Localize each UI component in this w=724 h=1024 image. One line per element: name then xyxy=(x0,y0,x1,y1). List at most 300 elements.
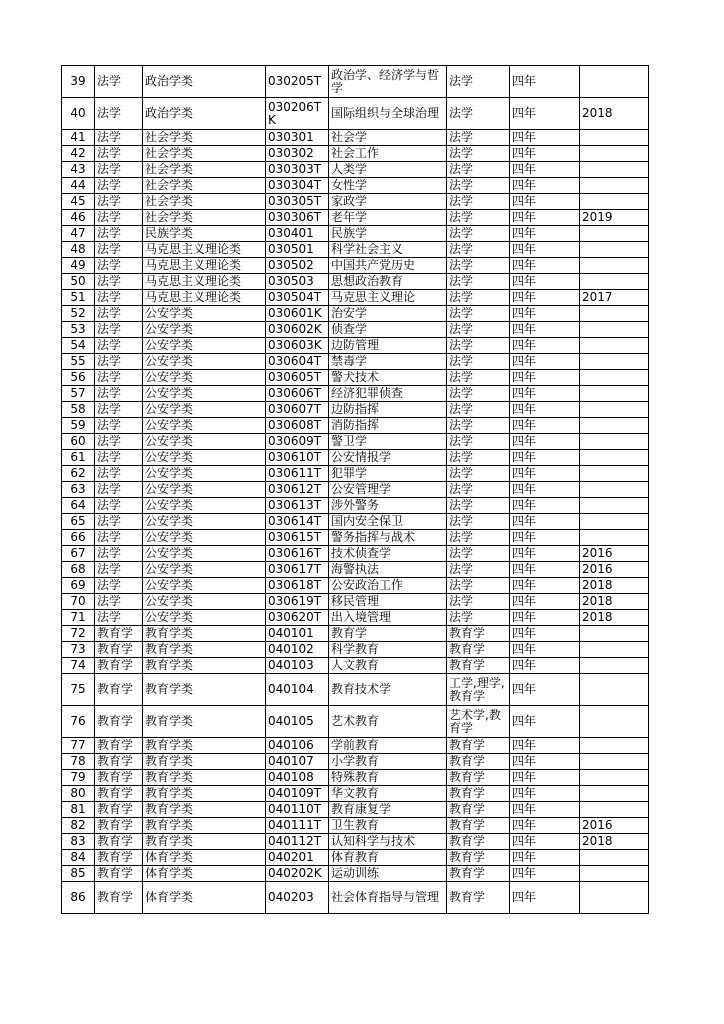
subject-category-cell: 社会学类 xyxy=(143,194,266,210)
major-code-cell: 030305T xyxy=(266,194,329,210)
table-row xyxy=(62,418,649,434)
degree-cell: 艺术学,教育学 xyxy=(447,706,510,738)
major-name-cell: 特殊教育 xyxy=(329,770,447,786)
degree-cell: 法学 xyxy=(447,194,510,210)
duration-cell: 四年 xyxy=(510,242,580,258)
duration-cell: 四年 xyxy=(510,258,580,274)
major-code-cell: 030617T xyxy=(266,562,329,578)
duration-cell: 四年 xyxy=(510,130,580,146)
row-number-cell: 56 xyxy=(62,370,95,386)
duration-cell: 四年 xyxy=(510,386,580,402)
duration-cell: 四年 xyxy=(510,66,580,98)
duration-cell: 四年 xyxy=(510,514,580,530)
row-number-cell: 61 xyxy=(62,450,95,466)
year-added-cell xyxy=(580,498,649,514)
subject-category-cell: 公安学类 xyxy=(143,482,266,498)
degree-cell: 教育学 xyxy=(447,866,510,882)
year-added-cell xyxy=(580,226,649,242)
table-row xyxy=(62,98,649,130)
major-name-cell: 警卫学 xyxy=(329,434,447,450)
discipline-cell: 法学 xyxy=(95,370,143,386)
major-name-cell: 社会工作 xyxy=(329,146,447,162)
major-name-cell: 运动训练 xyxy=(329,866,447,882)
discipline-cell: 法学 xyxy=(95,418,143,434)
major-code-cell: 040112T xyxy=(266,834,329,850)
discipline-cell: 法学 xyxy=(95,354,143,370)
table-row xyxy=(62,242,649,258)
row-number-cell: 68 xyxy=(62,562,95,578)
subject-category-cell: 公安学类 xyxy=(143,466,266,482)
degree-cell: 法学 xyxy=(447,370,510,386)
degree-cell: 法学 xyxy=(447,434,510,450)
major-name-cell: 边防管理 xyxy=(329,338,447,354)
discipline-cell: 教育学 xyxy=(95,850,143,866)
duration-cell: 四年 xyxy=(510,786,580,802)
row-number-cell: 52 xyxy=(62,306,95,322)
major-code-cell: 030601K xyxy=(266,306,329,322)
discipline-cell: 法学 xyxy=(95,530,143,546)
discipline-cell: 教育学 xyxy=(95,658,143,674)
major-name-cell: 警务指挥与战术 xyxy=(329,530,447,546)
row-number-cell: 84 xyxy=(62,850,95,866)
degree-cell: 法学 xyxy=(447,594,510,610)
row-number-cell: 65 xyxy=(62,514,95,530)
row-number-cell: 67 xyxy=(62,546,95,562)
subject-category-cell: 公安学类 xyxy=(143,594,266,610)
row-number-cell: 82 xyxy=(62,818,95,834)
major-code-cell: 030301 xyxy=(266,130,329,146)
major-code-cell: 040203 xyxy=(266,882,329,914)
degree-cell: 法学 xyxy=(447,130,510,146)
table-row xyxy=(62,450,649,466)
discipline-cell: 教育学 xyxy=(95,754,143,770)
year-added-cell: 2016 xyxy=(580,546,649,562)
row-number-cell: 66 xyxy=(62,530,95,546)
subject-category-cell: 教育学类 xyxy=(143,658,266,674)
major-name-cell: 教育技术学 xyxy=(329,674,447,706)
year-added-cell xyxy=(580,258,649,274)
duration-cell: 四年 xyxy=(510,770,580,786)
table-row xyxy=(62,274,649,290)
year-added-cell xyxy=(580,706,649,738)
duration-cell: 四年 xyxy=(510,642,580,658)
degree-cell: 法学 xyxy=(447,178,510,194)
year-added-cell xyxy=(580,402,649,418)
year-added-cell xyxy=(580,354,649,370)
major-code-cell: 030613T xyxy=(266,498,329,514)
subject-category-cell: 公安学类 xyxy=(143,306,266,322)
major-code-cell: 030604T xyxy=(266,354,329,370)
subject-category-cell: 公安学类 xyxy=(143,514,266,530)
discipline-cell: 法学 xyxy=(95,562,143,578)
discipline-cell: 教育学 xyxy=(95,642,143,658)
discipline-cell: 教育学 xyxy=(95,786,143,802)
major-code-cell: 040202K xyxy=(266,866,329,882)
duration-cell: 四年 xyxy=(510,370,580,386)
major-code-cell: 030615T xyxy=(266,530,329,546)
table-row xyxy=(62,354,649,370)
major-name-cell: 经济犯罪侦查 xyxy=(329,386,447,402)
discipline-cell: 法学 xyxy=(95,290,143,306)
row-number-cell: 77 xyxy=(62,738,95,754)
discipline-cell: 教育学 xyxy=(95,882,143,914)
major-name-cell: 小学教育 xyxy=(329,754,447,770)
major-name-cell: 犯罪学 xyxy=(329,466,447,482)
table-row xyxy=(62,850,649,866)
major-code-cell: 030401 xyxy=(266,226,329,242)
table-row xyxy=(62,754,649,770)
year-added-cell xyxy=(580,786,649,802)
table-row xyxy=(62,290,649,306)
discipline-cell: 法学 xyxy=(95,210,143,226)
year-added-cell: 2018 xyxy=(580,610,649,626)
subject-category-cell: 公安学类 xyxy=(143,578,266,594)
subject-category-cell: 体育学类 xyxy=(143,866,266,882)
major-name-cell: 政治学、经济学与哲学 xyxy=(329,66,447,98)
duration-cell: 四年 xyxy=(510,434,580,450)
major-code-cell: 030605T xyxy=(266,370,329,386)
row-number-cell: 79 xyxy=(62,770,95,786)
degree-cell: 法学 xyxy=(447,66,510,98)
row-number-cell: 53 xyxy=(62,322,95,338)
row-number-cell: 60 xyxy=(62,434,95,450)
row-number-cell: 59 xyxy=(62,418,95,434)
table-row xyxy=(62,818,649,834)
degree-cell: 法学 xyxy=(447,146,510,162)
row-number-cell: 70 xyxy=(62,594,95,610)
duration-cell: 四年 xyxy=(510,290,580,306)
year-added-cell xyxy=(580,338,649,354)
discipline-cell: 法学 xyxy=(95,338,143,354)
major-code-cell: 040106 xyxy=(266,738,329,754)
row-number-cell: 43 xyxy=(62,162,95,178)
duration-cell: 四年 xyxy=(510,562,580,578)
major-name-cell: 科学社会主义 xyxy=(329,242,447,258)
discipline-cell: 法学 xyxy=(95,194,143,210)
degree-cell: 教育学 xyxy=(447,786,510,802)
degree-cell: 教育学 xyxy=(447,626,510,642)
duration-cell: 四年 xyxy=(510,322,580,338)
row-number-cell: 55 xyxy=(62,354,95,370)
year-added-cell xyxy=(580,242,649,258)
major-name-cell: 女性学 xyxy=(329,178,447,194)
degree-cell: 法学 xyxy=(447,578,510,594)
major-code-cell: 030614T xyxy=(266,514,329,530)
majors-table xyxy=(61,65,649,914)
duration-cell: 四年 xyxy=(510,578,580,594)
row-number-cell: 69 xyxy=(62,578,95,594)
subject-category-cell: 教育学类 xyxy=(143,786,266,802)
discipline-cell: 法学 xyxy=(95,306,143,322)
discipline-cell: 教育学 xyxy=(95,866,143,882)
duration-cell: 四年 xyxy=(510,706,580,738)
degree-cell: 教育学 xyxy=(447,850,510,866)
discipline-cell: 法学 xyxy=(95,514,143,530)
table-row xyxy=(62,834,649,850)
major-name-cell: 华文教育 xyxy=(329,786,447,802)
subject-category-cell: 公安学类 xyxy=(143,498,266,514)
degree-cell: 教育学 xyxy=(447,738,510,754)
year-added-cell xyxy=(580,754,649,770)
duration-cell: 四年 xyxy=(510,482,580,498)
row-number-cell: 73 xyxy=(62,642,95,658)
major-code-cell: 040109T xyxy=(266,786,329,802)
row-number-cell: 72 xyxy=(62,626,95,642)
degree-cell: 工学,理学,教育学 xyxy=(447,674,510,706)
major-code-cell: 040110T xyxy=(266,802,329,818)
row-number-cell: 49 xyxy=(62,258,95,274)
degree-cell: 教育学 xyxy=(447,882,510,914)
degree-cell: 法学 xyxy=(447,274,510,290)
major-name-cell: 卫生教育 xyxy=(329,818,447,834)
year-added-cell: 2019 xyxy=(580,210,649,226)
degree-cell: 法学 xyxy=(447,530,510,546)
row-number-cell: 78 xyxy=(62,754,95,770)
degree-cell: 法学 xyxy=(447,290,510,306)
table-row xyxy=(62,130,649,146)
duration-cell: 四年 xyxy=(510,450,580,466)
table-row xyxy=(62,162,649,178)
major-code-cell: 040101 xyxy=(266,626,329,642)
table-row xyxy=(62,482,649,498)
duration-cell: 四年 xyxy=(510,194,580,210)
year-added-cell xyxy=(580,658,649,674)
duration-cell: 四年 xyxy=(510,226,580,242)
discipline-cell: 法学 xyxy=(95,66,143,98)
subject-category-cell: 公安学类 xyxy=(143,530,266,546)
major-name-cell: 艺术教育 xyxy=(329,706,447,738)
year-added-cell xyxy=(580,626,649,642)
subject-category-cell: 公安学类 xyxy=(143,562,266,578)
major-name-cell: 消防指挥 xyxy=(329,418,447,434)
duration-cell: 四年 xyxy=(510,162,580,178)
year-added-cell xyxy=(580,866,649,882)
duration-cell: 四年 xyxy=(510,546,580,562)
duration-cell: 四年 xyxy=(510,354,580,370)
major-name-cell: 涉外警务 xyxy=(329,498,447,514)
subject-category-cell: 马克思主义理论类 xyxy=(143,258,266,274)
degree-cell: 法学 xyxy=(447,514,510,530)
year-added-cell xyxy=(580,386,649,402)
major-code-cell: 030306T xyxy=(266,210,329,226)
major-name-cell: 教育康复学 xyxy=(329,802,447,818)
subject-category-cell: 马克思主义理论类 xyxy=(143,242,266,258)
major-code-cell: 030619T xyxy=(266,594,329,610)
major-code-cell: 040104 xyxy=(266,674,329,706)
major-code-cell: 030608T xyxy=(266,418,329,434)
degree-cell: 法学 xyxy=(447,98,510,130)
row-number-cell: 45 xyxy=(62,194,95,210)
discipline-cell: 法学 xyxy=(95,178,143,194)
year-added-cell: 2016 xyxy=(580,562,649,578)
major-name-cell: 社会体育指导与管理 xyxy=(329,882,447,914)
major-name-cell: 公安情报学 xyxy=(329,450,447,466)
degree-cell: 法学 xyxy=(447,338,510,354)
year-added-cell xyxy=(580,322,649,338)
row-number-cell: 64 xyxy=(62,498,95,514)
subject-category-cell: 公安学类 xyxy=(143,338,266,354)
row-number-cell: 40 xyxy=(62,98,95,130)
major-name-cell: 中国共产党历史 xyxy=(329,258,447,274)
row-number-cell: 44 xyxy=(62,178,95,194)
duration-cell: 四年 xyxy=(510,178,580,194)
major-code-cell: 040105 xyxy=(266,706,329,738)
major-name-cell: 老年学 xyxy=(329,210,447,226)
duration-cell: 四年 xyxy=(510,866,580,882)
year-added-cell xyxy=(580,642,649,658)
row-number-cell: 42 xyxy=(62,146,95,162)
major-code-cell: 040108 xyxy=(266,770,329,786)
table-row xyxy=(62,610,649,626)
majors-table-body xyxy=(62,66,649,914)
year-added-cell xyxy=(580,514,649,530)
subject-category-cell: 体育学类 xyxy=(143,850,266,866)
table-row xyxy=(62,802,649,818)
subject-category-cell: 公安学类 xyxy=(143,370,266,386)
major-name-cell: 国际组织与全球治理 xyxy=(329,98,447,130)
table-row xyxy=(62,786,649,802)
duration-cell: 四年 xyxy=(510,402,580,418)
table-row xyxy=(62,258,649,274)
degree-cell: 教育学 xyxy=(447,754,510,770)
subject-category-cell: 教育学类 xyxy=(143,754,266,770)
duration-cell: 四年 xyxy=(510,882,580,914)
discipline-cell: 法学 xyxy=(95,162,143,178)
duration-cell: 四年 xyxy=(510,802,580,818)
table-row xyxy=(62,306,649,322)
row-number-cell: 41 xyxy=(62,130,95,146)
subject-category-cell: 马克思主义理论类 xyxy=(143,274,266,290)
year-added-cell: 2018 xyxy=(580,834,649,850)
subject-category-cell: 公安学类 xyxy=(143,354,266,370)
table-row xyxy=(62,594,649,610)
subject-category-cell: 体育学类 xyxy=(143,882,266,914)
major-name-cell: 科学教育 xyxy=(329,642,447,658)
subject-category-cell: 社会学类 xyxy=(143,130,266,146)
year-added-cell xyxy=(580,482,649,498)
row-number-cell: 48 xyxy=(62,242,95,258)
degree-cell: 法学 xyxy=(447,418,510,434)
discipline-cell: 法学 xyxy=(95,242,143,258)
discipline-cell: 法学 xyxy=(95,402,143,418)
table-row xyxy=(62,578,649,594)
major-name-cell: 教育学 xyxy=(329,626,447,642)
table-row xyxy=(62,642,649,658)
discipline-cell: 法学 xyxy=(95,146,143,162)
table-row xyxy=(62,178,649,194)
table-row xyxy=(62,770,649,786)
table-row xyxy=(62,402,649,418)
discipline-cell: 法学 xyxy=(95,482,143,498)
degree-cell: 法学 xyxy=(447,402,510,418)
degree-cell: 法学 xyxy=(447,162,510,178)
discipline-cell: 教育学 xyxy=(95,738,143,754)
table-row xyxy=(62,194,649,210)
major-name-cell: 海警执法 xyxy=(329,562,447,578)
year-added-cell xyxy=(580,178,649,194)
duration-cell: 四年 xyxy=(510,210,580,226)
subject-category-cell: 公安学类 xyxy=(143,418,266,434)
major-code-cell: 040107 xyxy=(266,754,329,770)
degree-cell: 教育学 xyxy=(447,818,510,834)
table-row xyxy=(62,66,649,98)
major-code-cell: 030603K xyxy=(266,338,329,354)
major-code-cell: 030304T xyxy=(266,178,329,194)
major-code-cell: 040201 xyxy=(266,850,329,866)
major-name-cell: 国内安全保卫 xyxy=(329,514,447,530)
major-name-cell: 移民管理 xyxy=(329,594,447,610)
table-row xyxy=(62,226,649,242)
major-name-cell: 治安学 xyxy=(329,306,447,322)
discipline-cell: 法学 xyxy=(95,450,143,466)
table-row xyxy=(62,210,649,226)
year-added-cell xyxy=(580,450,649,466)
degree-cell: 法学 xyxy=(447,306,510,322)
duration-cell: 四年 xyxy=(510,610,580,626)
subject-category-cell: 公安学类 xyxy=(143,450,266,466)
subject-category-cell: 公安学类 xyxy=(143,610,266,626)
table-row xyxy=(62,434,649,450)
discipline-cell: 法学 xyxy=(95,434,143,450)
row-number-cell: 50 xyxy=(62,274,95,290)
subject-category-cell: 马克思主义理论类 xyxy=(143,290,266,306)
table-row xyxy=(62,658,649,674)
discipline-cell: 教育学 xyxy=(95,834,143,850)
year-added-cell xyxy=(580,674,649,706)
major-name-cell: 公安政治工作 xyxy=(329,578,447,594)
duration-cell: 四年 xyxy=(510,498,580,514)
row-number-cell: 75 xyxy=(62,674,95,706)
degree-cell: 法学 xyxy=(447,210,510,226)
major-code-cell: 030205T xyxy=(266,66,329,98)
duration-cell: 四年 xyxy=(510,658,580,674)
degree-cell: 法学 xyxy=(447,354,510,370)
degree-cell: 法学 xyxy=(447,450,510,466)
table-row xyxy=(62,498,649,514)
table-row xyxy=(62,546,649,562)
major-code-cell: 030616T xyxy=(266,546,329,562)
degree-cell: 法学 xyxy=(447,386,510,402)
duration-cell: 四年 xyxy=(510,274,580,290)
year-added-cell xyxy=(580,162,649,178)
major-name-cell: 公安管理学 xyxy=(329,482,447,498)
year-added-cell xyxy=(580,802,649,818)
table-row xyxy=(62,626,649,642)
major-code-cell: 030303T xyxy=(266,162,329,178)
major-name-cell: 警犬技术 xyxy=(329,370,447,386)
discipline-cell: 法学 xyxy=(95,546,143,562)
degree-cell: 教育学 xyxy=(447,658,510,674)
table-row xyxy=(62,338,649,354)
major-code-cell: 040111T xyxy=(266,818,329,834)
duration-cell: 四年 xyxy=(510,850,580,866)
row-number-cell: 81 xyxy=(62,802,95,818)
major-code-cell: 030502 xyxy=(266,258,329,274)
subject-category-cell: 政治学类 xyxy=(143,98,266,130)
discipline-cell: 教育学 xyxy=(95,770,143,786)
subject-category-cell: 公安学类 xyxy=(143,402,266,418)
row-number-cell: 86 xyxy=(62,882,95,914)
major-name-cell: 人文教育 xyxy=(329,658,447,674)
subject-category-cell: 教育学类 xyxy=(143,674,266,706)
subject-category-cell: 政治学类 xyxy=(143,66,266,98)
row-number-cell: 74 xyxy=(62,658,95,674)
subject-category-cell: 公安学类 xyxy=(143,386,266,402)
table-row xyxy=(62,738,649,754)
row-number-cell: 57 xyxy=(62,386,95,402)
year-added-cell: 2018 xyxy=(580,578,649,594)
major-code-cell: 030611T xyxy=(266,466,329,482)
